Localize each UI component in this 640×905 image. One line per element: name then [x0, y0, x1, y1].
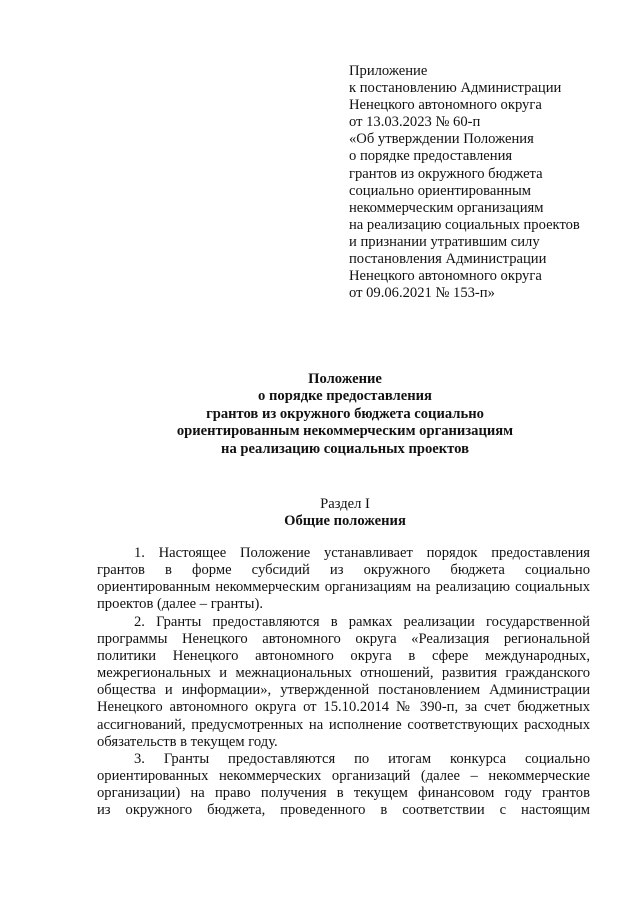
section-name: Общие положения	[284, 513, 406, 530]
title-line: Положение	[308, 371, 382, 387]
appendix-line: постановления Администрации	[349, 251, 547, 268]
title-line: ориентированным некоммерческим организациям	[176, 423, 514, 440]
appendix-line: от 13.03.2023 № 60-п	[349, 114, 481, 131]
appendix-line: некоммерческим организациям	[349, 199, 544, 216]
paragraph-line: проектов (далее – гранты).	[97, 596, 263, 613]
paragraph-line: обязательств в текущем году.	[97, 733, 278, 750]
paragraph-line: ориентированных некоммерческих организаций (далее – некоммерческие	[97, 768, 590, 785]
appendix-line: Ненецкого автономного округа	[349, 268, 542, 285]
paragraph-line: Ненецкого автономного округа от 15.10.2014 № 390-п, за счет бюджетных	[97, 699, 590, 716]
appendix-line: о порядке предоставления	[349, 148, 513, 165]
paragraph-line: политики Ненецкого автономного округа в сфере международных,	[97, 647, 590, 664]
title-line: грантов из окружного бюджета социально	[206, 405, 484, 422]
section-heading	[100, 496, 590, 531]
appendix-line: Ненецкого автономного округа	[349, 97, 542, 114]
paragraph-line: ориентированным некоммерческим организациям на реализацию социальных	[97, 579, 590, 596]
appendix-line: Приложение	[349, 63, 428, 79]
body-text	[97, 545, 590, 820]
paragraph-line: 1. Настоящее Положение устанавливает порядок предоставления	[134, 545, 590, 561]
document-title	[100, 371, 590, 458]
paragraph-line: 2. Гранты предоставляются в рамках реализации государственной	[134, 613, 590, 630]
paragraph-line: межрегиональных и межнациональных отношений, развития гражданского	[97, 665, 590, 682]
title-line: о порядке предоставления	[258, 388, 432, 405]
title-line: на реализацию социальных проектов	[221, 440, 469, 457]
appendix-line: на реализацию социальных проектов	[349, 216, 580, 233]
appendix-header	[349, 63, 599, 302]
appendix-line: к постановлению Администрации	[349, 80, 562, 97]
paragraph-line: грантов в форме субсидий из окружного бюджета социально	[97, 562, 590, 579]
paragraph-line: из окружного бюджета, проведенного в соответствии с настоящим	[97, 802, 590, 819]
appendix-line: грантов из окружного бюджета	[349, 165, 543, 182]
section-number: Раздел I	[320, 496, 370, 512]
appendix-line: «Об утверждении Положения	[349, 131, 534, 148]
paragraph-line: 3. Гранты предоставляются по итогам конкурса социально	[134, 750, 590, 767]
paragraph-line: организации) на право получения в текущем финансовом году грантов	[97, 785, 590, 802]
paragraph-line: общества и информации», утвержденной постановлением Администрации	[97, 682, 590, 699]
paragraph-line: программы Ненецкого автономного округа «Реализация региональной	[97, 630, 590, 647]
appendix-line: социально ориентированным	[349, 182, 532, 199]
appendix-line: от 09.06.2021 № 153-п»	[349, 285, 495, 302]
appendix-line: и признании утратившим силу	[349, 233, 540, 250]
paragraph-line: ассигнований, предусмотренных на исполнение соответствующих расходных	[97, 716, 590, 733]
